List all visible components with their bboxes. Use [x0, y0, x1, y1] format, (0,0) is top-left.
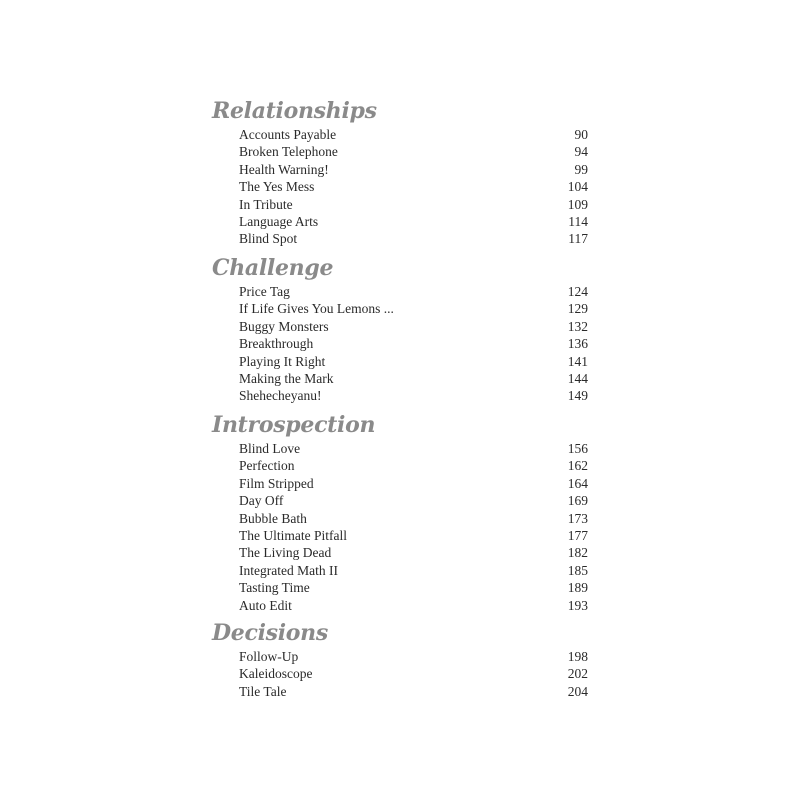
entry-title: Bubble Bath — [239, 510, 307, 526]
toc-entry[interactable] — [212, 683, 592, 700]
section-heading: Challenge — [212, 255, 334, 281]
entry-title: Shehecheyanu! — [239, 388, 322, 404]
toc-entry[interactable] — [212, 492, 592, 509]
entry-page-number: 90 — [574, 127, 588, 142]
entry-title: Film Stripped — [239, 475, 314, 491]
toc-entry[interactable] — [212, 544, 592, 561]
entry-page-number: 198 — [567, 649, 588, 664]
entry-page-number: 117 — [568, 231, 588, 247]
entry-title: Accounts Payable — [239, 127, 337, 142]
entry-title: Playing It Right — [239, 353, 326, 369]
entry-page-number: 94 — [574, 144, 588, 160]
entry-page-number: 109 — [567, 196, 588, 212]
entry-title: If Life Gives You Lemons ... — [239, 301, 394, 317]
toc-entry[interactable] — [212, 213, 592, 230]
toc-entry[interactable] — [212, 475, 592, 492]
entry-page-number: 132 — [567, 318, 588, 334]
section-entry-list — [212, 283, 592, 405]
entry-page-number: 104 — [567, 179, 588, 195]
entry-title: Buggy Monsters — [239, 318, 329, 334]
entry-title: Making the Mark — [239, 370, 334, 386]
entry-title: Breakthrough — [239, 336, 314, 352]
entry-title: Perfection — [239, 458, 295, 474]
toc-entry[interactable] — [212, 318, 592, 335]
entry-page-number: 169 — [567, 493, 588, 509]
entry-page-number: 136 — [567, 336, 588, 352]
toc-section-challenge — [212, 255, 592, 405]
entry-page-number: 189 — [567, 580, 588, 596]
section-entry-list — [212, 440, 592, 614]
section-entry-list — [212, 648, 592, 700]
section-heading: Decisions — [212, 620, 328, 646]
entry-page-number: 141 — [567, 353, 588, 369]
toc-entry[interactable] — [212, 196, 592, 213]
entry-page-number: 129 — [567, 301, 588, 317]
entry-page-number: 162 — [567, 458, 588, 474]
entry-title: Kaleidoscope — [239, 666, 313, 682]
entry-title: Language Arts — [239, 213, 319, 229]
toc-entry[interactable] — [212, 178, 592, 195]
toc-entry[interactable] — [212, 562, 592, 579]
toc-entry[interactable] — [212, 510, 592, 527]
section-heading: Introspection — [212, 412, 376, 438]
toc-entry[interactable] — [212, 387, 592, 404]
entry-page-number: 99 — [574, 161, 588, 177]
entry-title: Price Tag — [239, 284, 290, 299]
entry-page-number: 114 — [568, 213, 588, 229]
entry-page-number: 185 — [567, 562, 588, 578]
entry-page-number: 182 — [567, 545, 588, 561]
entry-title: Auto Edit — [239, 597, 292, 613]
entry-page-number: 149 — [567, 388, 588, 404]
entry-page-number: 173 — [567, 510, 588, 526]
entry-page-number: 144 — [567, 370, 588, 386]
entry-page-number: 202 — [567, 666, 588, 682]
toc-entry[interactable] — [212, 457, 592, 474]
toc-entry[interactable] — [212, 230, 592, 247]
toc-entry[interactable] — [212, 126, 592, 143]
toc-entry[interactable] — [212, 143, 592, 160]
entry-title: Tile Tale — [239, 683, 287, 699]
entry-page-number: 164 — [567, 475, 588, 491]
entry-title: Blind Love — [239, 441, 301, 456]
toc-entry[interactable] — [212, 283, 592, 300]
entry-page-number: 177 — [567, 527, 588, 543]
entry-title: The Living Dead — [239, 545, 332, 561]
toc-entry[interactable] — [212, 161, 592, 178]
toc-entry[interactable] — [212, 648, 592, 665]
toc-entry[interactable] — [212, 335, 592, 352]
toc-section-decisions — [212, 620, 592, 700]
entry-title: Broken Telephone — [239, 144, 338, 160]
toc-section-introspection — [212, 412, 592, 614]
entry-title: Integrated Math II — [239, 562, 338, 578]
entry-title: Blind Spot — [239, 231, 298, 247]
entry-title: Health Warning! — [239, 161, 329, 177]
toc-entry[interactable] — [212, 440, 592, 457]
entry-page-number: 156 — [567, 441, 588, 456]
entry-title: The Ultimate Pitfall — [239, 527, 347, 543]
toc-entry[interactable] — [212, 579, 592, 596]
toc-entry[interactable] — [212, 370, 592, 387]
entry-title: Day Off — [239, 493, 284, 509]
entry-page-number: 204 — [567, 683, 588, 699]
entry-title: Follow-Up — [239, 649, 299, 664]
toc-entry[interactable] — [212, 527, 592, 544]
toc-entry[interactable] — [212, 300, 592, 317]
section-entry-list — [212, 126, 592, 248]
toc-section-relationships — [212, 98, 592, 248]
entry-title: The Yes Mess — [239, 179, 315, 195]
entry-title: Tasting Time — [239, 580, 310, 596]
section-heading: Relationships — [212, 98, 377, 124]
toc-entry[interactable] — [212, 665, 592, 682]
toc-entry[interactable] — [212, 353, 592, 370]
entry-page-number: 124 — [567, 284, 588, 299]
toc-entry[interactable] — [212, 597, 592, 614]
entry-page-number: 193 — [567, 597, 588, 613]
entry-title: In Tribute — [239, 196, 293, 212]
